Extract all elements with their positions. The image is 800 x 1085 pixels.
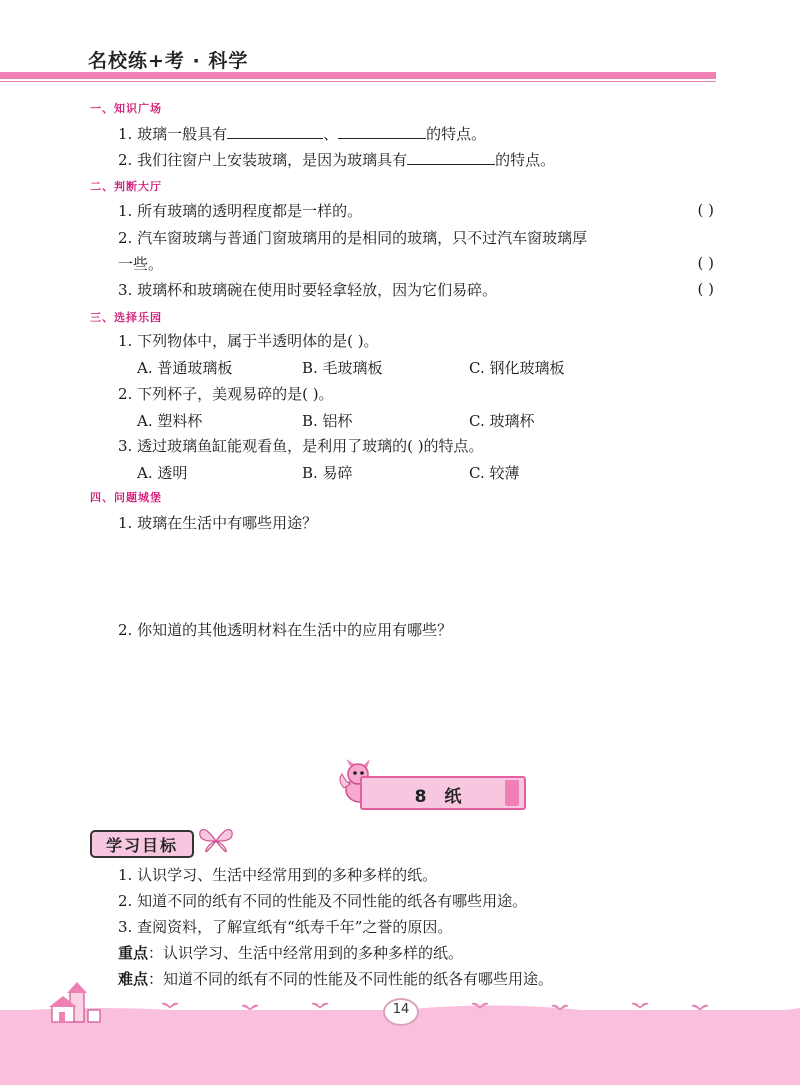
answer-paren[interactable]: ( ) (697, 254, 714, 272)
objective-item-1: 1. 认识学习、生活中经常用到的多种多样的纸。 (118, 866, 438, 884)
option-c[interactable]: C. 较薄 (469, 464, 520, 482)
option-c[interactable]: C. 钢化玻璃板 (469, 359, 565, 377)
objective-item-2: 2. 知道不同的纸有不同的性能及不同性能的纸各有哪些用途。 (118, 892, 528, 910)
knowledge-question-2 (118, 148, 555, 170)
chapter-title: 8 纸 (414, 787, 468, 807)
section-title-choice: 三、选择乐园 (90, 311, 162, 324)
question-text: 2. 我们往窗户上安装玻璃，是因为玻璃具有 (118, 151, 408, 169)
option-b[interactable]: B. 易碎 (302, 464, 353, 482)
book-title: 名校练+考 · 科学 (88, 50, 249, 72)
header-rule (0, 72, 716, 79)
option-a[interactable]: A. 普通玻璃板 (137, 359, 233, 377)
option-b[interactable]: B. 毛玻璃板 (302, 359, 383, 377)
judge-question-2-line1: 2. 汽车窗玻璃与普通门窗玻璃用的是相同的玻璃，只不过汽车窗玻璃厚 (118, 229, 588, 247)
objective-item-3: 3. 查阅资料，了解宣纸有“纸寿千年”之誉的原因。 (118, 918, 453, 936)
answer-paren[interactable]: ( ) (697, 201, 714, 219)
option-b[interactable]: B. 铝杯 (302, 412, 353, 430)
question-text: 的特点。 (426, 125, 487, 143)
answer-blank[interactable] (227, 122, 323, 139)
question-text: 1. 玻璃一般具有 (118, 125, 228, 143)
choice-question-3: 3. 透过玻璃鱼缸能观看鱼，是利用了玻璃的( )的特点。 (118, 437, 484, 455)
choice-question-1: 1. 下列物体中，属于半透明体的是( )。 (118, 332, 379, 350)
option-c[interactable]: C. 玻璃杯 (469, 412, 535, 430)
difficult-point-label: 难点 (118, 970, 149, 988)
question-text: 、 (323, 125, 339, 143)
choice-question-2: 2. 下列杯子，美观易碎的是( )。 (118, 385, 334, 403)
page-number: 14 (392, 1002, 410, 1017)
answer-paren[interactable]: ( ) (697, 280, 714, 298)
option-a[interactable]: A. 透明 (137, 464, 188, 482)
judge-question-1: 1. 所有玻璃的透明程度都是一样的。 (118, 202, 363, 220)
answer-blank[interactable] (338, 122, 426, 139)
question-text: 的特点。 (495, 151, 556, 169)
header-rule-thin (0, 81, 716, 82)
objectives-tag-label: 学习目标 (105, 836, 178, 855)
key-point (118, 942, 463, 963)
judge-question-3: 3. 玻璃杯和玻璃碗在使用时要轻拿轻放，因为它们易碎。 (118, 281, 498, 299)
butterfly-icon (196, 822, 236, 860)
open-question-1: 1. 玻璃在生活中有哪些用途？ (118, 514, 318, 532)
answer-blank[interactable] (407, 148, 495, 165)
section-title-questions: 四、问题城堡 (90, 491, 162, 504)
key-point-text: ：认识学习、生活中经常用到的多种多样的纸。 (148, 944, 464, 962)
knowledge-question-1 (118, 122, 486, 144)
section-title-judge: 二、判断大厅 (90, 180, 162, 193)
difficult-point (118, 968, 553, 989)
judge-question-2-line2: 一些。 (118, 255, 164, 273)
difficult-point-text: ：知道不同的纸有不同的性能及不同性能的纸各有哪些用途。 (148, 970, 554, 988)
key-point-label: 重点 (118, 944, 149, 962)
house-icon (40, 980, 110, 1028)
open-question-2: 2. 你知道的其他透明材料在生活中的应用有哪些？ (118, 621, 453, 639)
option-a[interactable]: A. 塑料杯 (137, 412, 203, 430)
section-title-knowledge: 一、知识广场 (90, 102, 162, 115)
